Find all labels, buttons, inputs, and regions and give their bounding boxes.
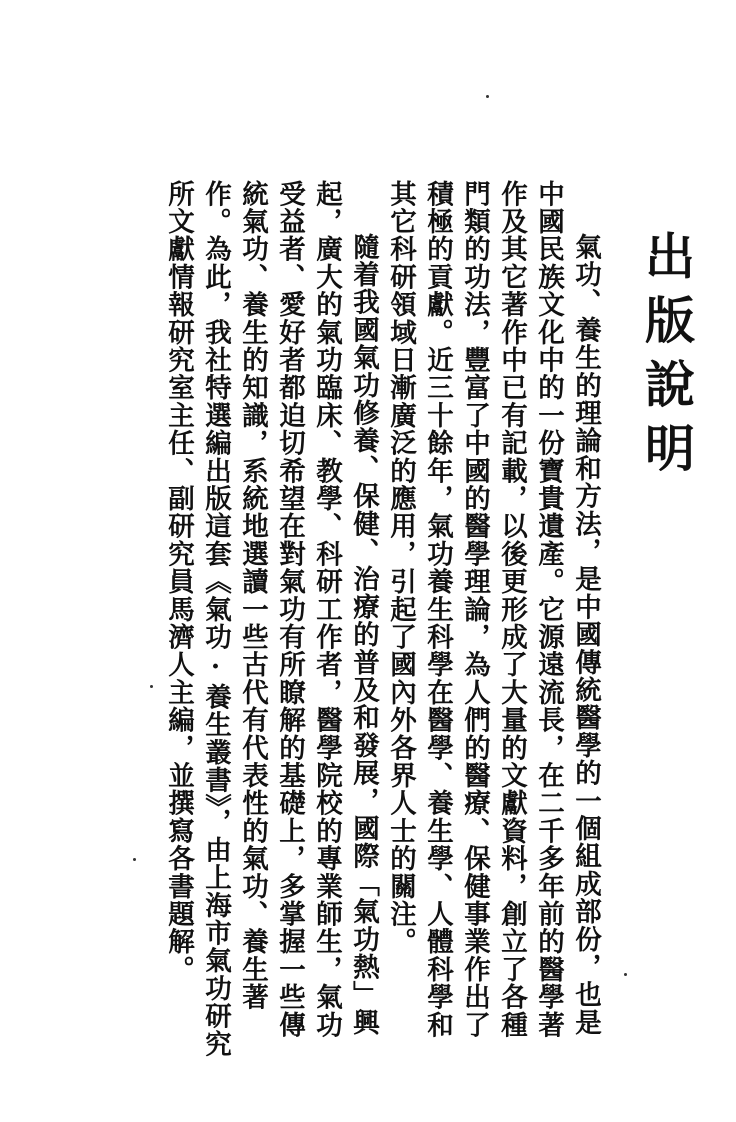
scan-speck bbox=[486, 95, 489, 98]
paragraph-2: 隨着我國氣功修養、保健、治療的普及和發展，國際「氣功熱」興起，廣大的氣功臨床、教學、科研工作者，醫學院校的專業師生，氣功受益者、愛好者都迫切希望在對氣功有所瞭解的基礎上，多掌握一些傳統氣功、養生的知識，系統地選讀一些古代有代表性的氣功、養生著作。為此，我社特選編出版這套《氣功·養生叢書》，由上海市氣功研究所文獻情報研究室主任、副研究員馬濟人主編，並撰寫各書題解。 bbox=[163, 180, 379, 1058]
page-title: 出版說明 bbox=[637, 230, 696, 486]
scan-speck bbox=[150, 685, 153, 688]
body-text bbox=[160, 180, 604, 1060]
scan-speck bbox=[133, 858, 136, 861]
paragraph-1: 氣功、養生的理論和方法，是中國傳統醫學的一個組成部份，也是中國民族文化中的一份寶貴遺產。它源遠流長，在二千多年前的醫學著作及其它著作中已有記載，以後更形成了大量的文獻資料，創立了各種門類的功法，豐富了中國的醫學理論，為人們的醫療、保健事業作出了積極的貢獻。近三十餘年，氣功養生科學在醫學、養生學、人體科學和其它科研領域日漸廣泛的應用，引起了國內外各界人士的關注。 bbox=[385, 180, 601, 1039]
scan-speck bbox=[624, 973, 627, 976]
